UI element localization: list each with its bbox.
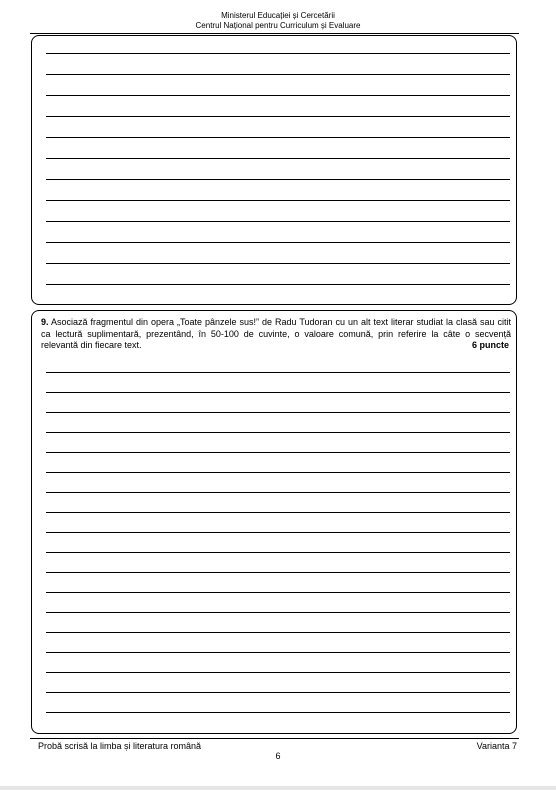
- writing-line: [46, 200, 510, 201]
- writing-line: [46, 572, 510, 573]
- writing-line: [46, 116, 510, 117]
- viewer-bottom-strip: [0, 786, 556, 790]
- answer-box-previous: [31, 35, 517, 305]
- header-ministry: Ministerul Educației și Cercetării: [221, 11, 335, 20]
- writing-line: [46, 452, 510, 453]
- writing-line: [46, 158, 510, 159]
- page-header: [0, 11, 556, 31]
- writing-line: [46, 612, 510, 613]
- writing-line: [46, 179, 510, 180]
- writing-line: [46, 592, 510, 593]
- question-text: Asociază fragmentul din opera „Toate pânzele sus!” de Radu Tudoran cu un alt text literar studiat la clasă sau citit ca lectură suplimentară, prezentând, în 50-100 de cuvinte, o valoare comună, prin referire la câte o secvență relevantă din fiecare text.: [41, 317, 511, 350]
- writing-line: [46, 692, 510, 693]
- footer-divider: [30, 738, 519, 739]
- writing-line: [46, 263, 510, 264]
- writing-line: [46, 74, 510, 75]
- question-number: 9.: [41, 317, 49, 327]
- question-9-prompt: [41, 317, 511, 352]
- question-9-box: [31, 310, 517, 734]
- writing-line: [46, 242, 510, 243]
- writing-line: [46, 432, 510, 433]
- writing-line: [46, 492, 510, 493]
- writing-line: [46, 95, 510, 96]
- writing-line: [46, 552, 510, 553]
- writing-line: [46, 532, 510, 533]
- writing-line: [46, 392, 510, 393]
- writing-line: [46, 672, 510, 673]
- writing-line: [46, 712, 510, 713]
- header-divider: [30, 33, 519, 34]
- writing-line: [46, 284, 510, 285]
- writing-line: [46, 137, 510, 138]
- writing-line: [46, 53, 510, 54]
- writing-line: [46, 652, 510, 653]
- writing-line: [46, 412, 510, 413]
- writing-line: [46, 221, 510, 222]
- writing-line: [46, 372, 510, 373]
- page-number: 6: [275, 751, 281, 761]
- footer-variant: Varianta 7: [476, 741, 517, 751]
- writing-line: [46, 632, 510, 633]
- writing-line: [46, 472, 510, 473]
- header-center: Centrul Național pentru Curriculum și Evaluare: [195, 21, 361, 30]
- question-points: 6 puncte: [471, 340, 509, 350]
- footer-exam-title: Probă scrisă la limba și literatura română: [38, 741, 202, 751]
- writing-line: [46, 512, 510, 513]
